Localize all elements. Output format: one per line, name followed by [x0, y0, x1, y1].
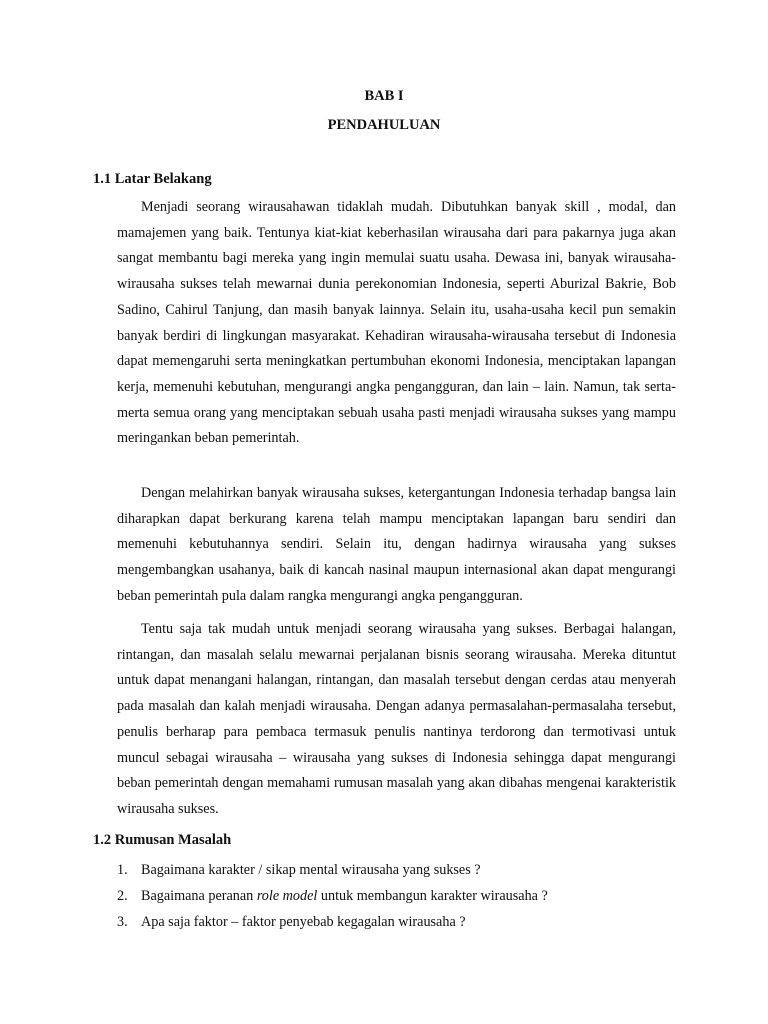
question-list [117, 857, 676, 935]
list-text-italic: role model [256, 888, 318, 904]
paragraph-2: Dengan melahirkan banyak wirausaha sukses, ketergantungan Indonesia terhadap bangsa lain diharapkan dapat berkurang karena telah mampu menciptakan lapangan baru sendiri dan memenuhi kebutuhannya sendiri. Selain itu, dengan hadirnya wirausaha yang sukses mengembangkan usahanya, baik di kancah nasinal maupun internasional akan dapat mengurangi beban pemerintah pula dalam rangka mengurangi angka pengangguran. [117, 485, 676, 604]
list-text-after: untuk membangun karakter wirausaha ? [317, 888, 548, 904]
chapter-number: BAB I [364, 88, 404, 104]
section-heading-latar-belakang: 1.1 Latar Belakang [93, 171, 212, 187]
list-number: 3. [117, 914, 128, 930]
list-text: Bagaimana karakter / sikap mental wirausaha yang sukses ? [141, 862, 481, 878]
paragraph-1: Menjadi seorang wirausahawan tidaklah mudah. Dibutuhkan banyak skill , modal, dan mamajemen yang baik. Tentunya kiat-kiat keberhasilan wirausaha dari para pakarnya juga akan sangat membantu bagi mereka yang ingin memulai suatu usaha. Dewasa ini, banyak wirausaha-wirausaha sukses telah mewarnai dunia perekonomian Indonesia, seperti Aburizal Bakrie, Bob Sadino, Cahirul Tanjung, dan masih banyak lainnya. Selain itu, usaha-usaha kecil pun semakin banyak berdiri di lingkungan masyarakat. Kehadiran wirausaha-wirausaha tersebut di Indonesia dapat memengaruhi serta meningkatkan pertumbuhan ekonomi Indonesia, menciptakan lapangan kerja, memenuhi kebutuhan, mengurangi angka pengangguran, dan lain – lain. Namun, tak serta-merta semua orang yang menciptakan sebuah usaha pasti menjadi wirausaha sukses yang mampu meringankan beban pemerintah. [117, 199, 676, 447]
paragraph-3: Tentu saja tak mudah untuk menjadi seorang wirausaha yang sukses. Berbagai halangan, rintangan, dan masalah selalu mewarnai perjalanan bisnis seorang wirausaha. Mereka dituntut untuk dapat menangani halangan, rintangan, dan masalah tersebut dengan cerdas atau menyerah pada masalah dan kalah menjadi wirausaha. Dengan adanya permasalahan-permasalaha tersebut, penulis berharap para pembaca termasuk penulis nantinya terdorong dan termotivasi untuk muncul sebagai wirausaha – wirausaha yang sukses di Indonesia sehingga dapat mengurangi beban pemerintah dengan memahami rumusan masalah yang akan dibahas mengenai karakteristik wirausaha sukses. [117, 621, 676, 817]
list-text: Apa saja faktor – faktor penyebab kegagalan wirausaha ? [141, 914, 466, 930]
section-heading-rumusan-masalah: 1.2 Rumusan Masalah [93, 832, 232, 848]
list-number: 2. [117, 888, 128, 904]
list-text-before: Bagaimana peranan [141, 888, 257, 904]
list-number: 1. [117, 862, 128, 878]
list-item [117, 909, 676, 935]
list-item [117, 883, 676, 909]
chapter-title: PENDAHULUAN [327, 117, 441, 133]
list-item [117, 857, 676, 883]
